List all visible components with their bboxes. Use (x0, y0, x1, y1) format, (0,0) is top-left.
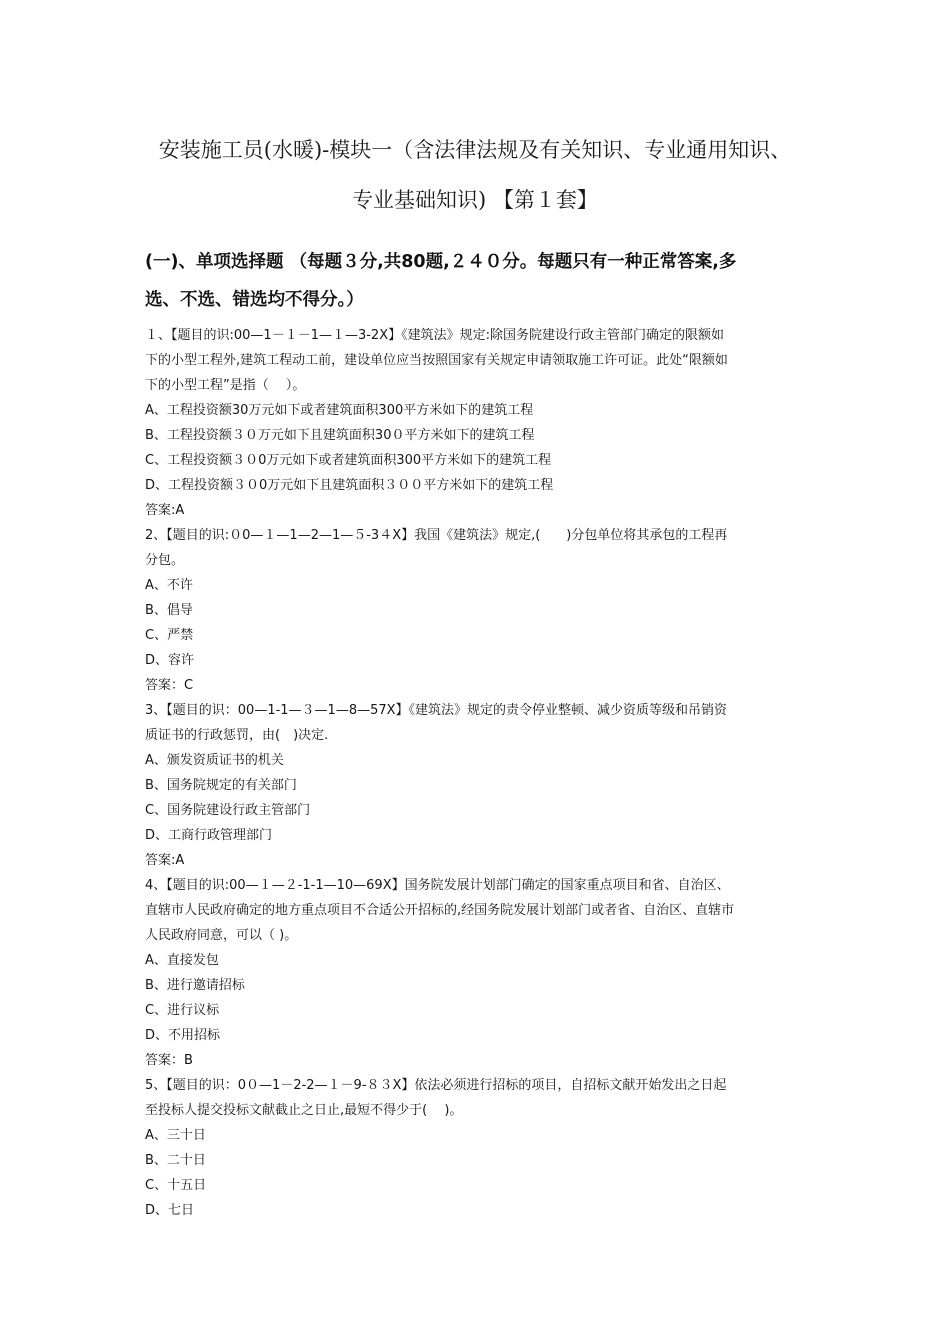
question-1-answer: 答案:A (145, 503, 185, 518)
section-heading-line-1: (一)、单项选择题 （每题３分,共80题,２４０分。每题只有一种正常答案,多 (145, 252, 737, 272)
question-1-option-c: C、工程投资额３０0万元如下或者建筑面积300平方米如下的建筑工程 (145, 453, 552, 468)
question-1-option-b: B、工程投资额３０万元如下且建筑面积30０平方米如下的建筑工程 (145, 428, 535, 443)
question-2-option-d: D、容许 (145, 653, 195, 668)
question-5-option-d: D、七日 (145, 1203, 195, 1218)
question-5-option-c: C、十五日 (145, 1178, 207, 1193)
question-1-stem-line-1: １、【题目的识:00—1－１－1—１—3-2X】《建筑法》规定:除国务院建设行政主管部门确定的限额如 (145, 328, 724, 343)
question-1-option-d: D、工程投资额３０0万元如下且建筑面积３００平方米如下的建筑工程 (145, 478, 554, 493)
question-3-stem-line-1: 3、【题目的识：00—1-1—３—1—8—57X】《建筑法》规定的责令停业整顿、减少资质等级和吊销资 (145, 703, 728, 718)
question-4-stem-line-3: 人民政府同意，可以（ )。 (145, 928, 298, 943)
question-3-option-b: B、国务院规定的有关部门 (145, 778, 297, 793)
question-5-option-b: B、二十日 (145, 1153, 206, 1168)
question-4-stem-line-1: 4、【题目的识:00—１—２-1-1—10—69X】国务院发展计划部门确定的国家重点项目和省、自治区、 (145, 878, 730, 893)
question-4-option-a: A、直接发包 (145, 953, 219, 968)
question-1-stem-line-2: 下的小型工程外,建筑工程动工前，建设单位应当按照国家有关规定申请领取施工许可证。此处“限额如 (145, 353, 728, 368)
document-title-line-2: 专业基础知识) 【第１套】 (352, 188, 598, 212)
question-list (145, 323, 815, 1223)
question-2-option-a: A、不许 (145, 578, 193, 593)
question-2-stem-line-1: 2、【题目的识:０0—１—1—2—1—５-3４X】我国《建筑法》规定,( )分包单位将其承包的工程再 (145, 528, 728, 543)
question-1-stem-line-3: 下的小型工程”是指（ ）。 (145, 378, 306, 393)
question-2-answer: 答案：C (145, 678, 194, 693)
question-4-answer: 答案：B (145, 1053, 193, 1068)
question-4-stem-line-2: 直辖市人民政府确定的地方重点项目不合适公开招标的,经国务院发展计划部门或者省、自治区、直辖市 (145, 903, 735, 918)
question-5-option-a: A、三十日 (145, 1128, 206, 1143)
question-1-option-a: A、工程投资额30万元如下或者建筑面积300平方米如下的建筑工程 (145, 403, 534, 418)
question-5-stem-line-2: 至投标人提交投标文献截止之日止,最短不得少于( )。 (145, 1103, 463, 1118)
question-3-answer: 答案:A (145, 853, 185, 868)
question-3-option-d: D、工商行政管理部门 (145, 828, 273, 843)
question-3-option-c: C、国务院建设行政主管部门 (145, 803, 311, 818)
document-title-line-1: 安装施工员(水暖)-模块一（含法律法规及有关知识、专业通用知识、 (158, 138, 792, 162)
question-2-option-b: B、倡导 (145, 603, 193, 618)
question-3-option-a: A、颁发资质证书的机关 (145, 753, 284, 768)
question-5-stem-line-1: 5、【题目的识：0０—1－2-2—１－9-８３X】依法必须进行招标的项目，自招标文献开始发出之日起 (145, 1078, 727, 1093)
question-3-stem-line-2: 质证书的行政惩罚，由( )决定. (145, 728, 329, 743)
question-4-option-d: D、不用招标 (145, 1028, 221, 1043)
question-2-option-c: C、严禁 (145, 628, 194, 643)
question-4-option-c: C、进行议标 (145, 1003, 220, 1018)
section-heading-line-2: 选、不选、错选均不得分。） (145, 290, 364, 310)
question-2-stem-line-2: 分包。 (145, 553, 185, 568)
question-4-option-b: B、进行邀请招标 (145, 978, 245, 993)
